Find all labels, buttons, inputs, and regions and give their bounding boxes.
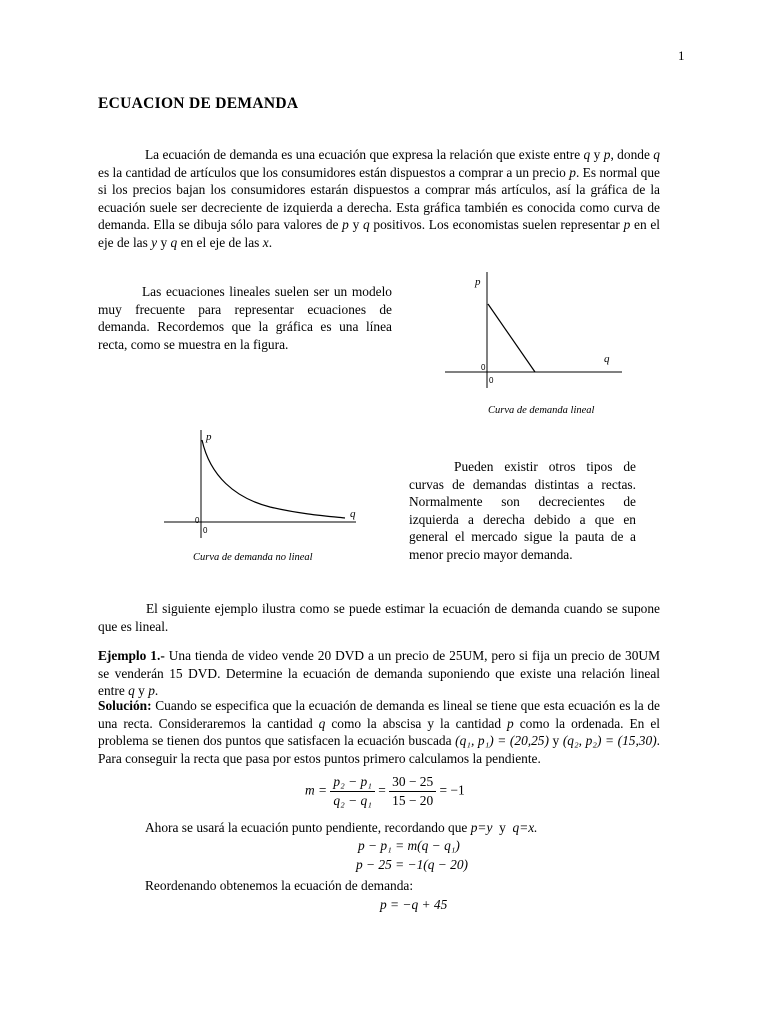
substituted-equation: p − 25 = −1(q − 20): [356, 857, 469, 872]
slope-fraction-numeric: $\frac{30 - 25}{15 - 20}$: [389, 774, 436, 809]
intro-paragraph: La ecuación de demanda es una ecuación que expresa la relación que existe entre q y p, donde q es la cantidad de artículos que los consumidores están dispuestos a comprar a un precio p. Es normal que si los precios bajan los consumidores estarán dispuestos a comprar más artículos, así la gráfica de la ecuación suele ser decreciente de izquierda a derecha. Esta gráfica también es conocida como curva de demanda. Ella se dibuja sólo para valores de p y q positivos. Los economistas suelen representar p en el eje de las y y q en el eje de las x.: [98, 147, 661, 250]
nonlinear-demand-graph: [160, 426, 360, 571]
slope-fraction-symbolic: $\frac{\text{p₂ − p₁}}{\text{q₂ − q₁}}$: [330, 774, 374, 809]
example-1-paragraph: Ejemplo 1.- Una tienda de video vende 20 DVD a un precio de 25UM, pero si fija un precio de 30UM se venderán 15 DVD. Determine la ecuación de demanda suponiendo que existe una relación lineal entre q y p.: [98, 648, 661, 698]
nonlinear-graph-q-label: q: [350, 508, 356, 520]
nonlinear-graph-origin-x: 0: [203, 526, 208, 535]
example-1-label: Ejemplo 1.-: [98, 648, 165, 663]
slope-equation: m = $\frac{\text{p₂ − p₁}}{\text{q₂ − q₁}}$ = $\frac{30 - 25}{15 - 20}$ = −1: [305, 774, 465, 808]
linear-graph-caption: Curva de demanda lineal: [488, 405, 595, 416]
linear-equations-paragraph: Las ecuaciones lineales suelen ser un modelo muy frecuente para representar ecuaciones de demanda. Recordemos que la gráfica es una línea recta, como se muestra en la figura.: [98, 284, 392, 352]
nonlinear-graph-caption: Curva de demanda no lineal: [193, 552, 313, 563]
linear-graph-q-label: q: [604, 353, 610, 365]
nonlinear-graph-p-label: p: [206, 431, 212, 443]
linear-graph-p-label: p: [475, 276, 481, 288]
linear-graph-origin-x: 0: [489, 376, 494, 385]
example-intro-paragraph: El siguiente ejemplo ilustra como se puede estimar la ecuación de demanda cuando se supone que es lineal.: [98, 601, 660, 634]
solution-label: Solución:: [98, 698, 152, 713]
point-slope-equation: p − p₁ = m(q − q₁): [358, 838, 460, 853]
page-number: 1: [678, 48, 685, 63]
linear-demand-graph: [440, 266, 630, 426]
reorder-text: Reordenando obtenemos la ecuación de demanda:: [145, 878, 414, 893]
demand-equation-result: p = −q + 45: [380, 897, 448, 912]
linear-graph-origin-y: 0: [481, 363, 486, 372]
page-title: ECUACION DE DEMANDA: [98, 95, 299, 112]
nonlinear-graph-origin-y: 0: [195, 516, 200, 525]
nonlinear-curves-paragraph: Pueden existir otros tipos de curvas de demandas distintas a rectas. Normalmente son decrecientes de izquierda a derecha debido a que en general el mercado sigue la pauta de a menor precio mayor demanda.: [409, 459, 636, 562]
nonlinear-demand-curve: [202, 440, 345, 518]
linear-demand-line: [488, 304, 535, 372]
point-slope-text: Ahora se usará la ecuación punto pendiente, recordando que p=y y q=x.: [145, 820, 538, 835]
solution-paragraph: Solución: Cuando se especifica que la ecuación de demanda es lineal se tiene que esta ecuación es la de una recta. Consideraremos la cantidad q como la abscisa y la cantidad p como la ordenada. En el problema se tienen dos puntos que satisfacen la ecuación buscada (q₁, p₁) = (20,25) y (q₂, p₂) = (15,30). Para conseguir la recta que pasa por estos puntos primero calculamos la pendiente.: [98, 698, 661, 766]
